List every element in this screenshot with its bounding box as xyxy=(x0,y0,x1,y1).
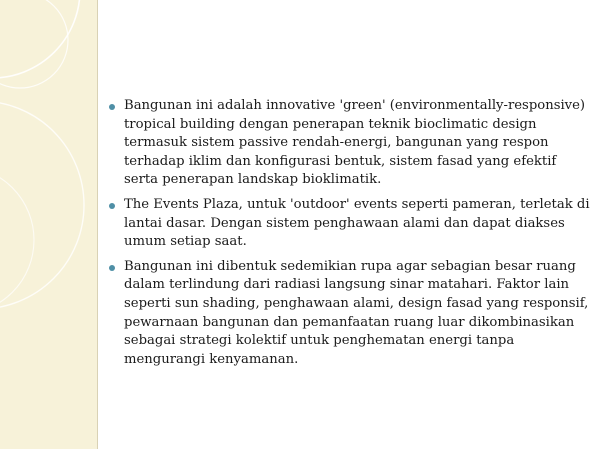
bullet-item xyxy=(106,196,592,252)
decorative-side-panel xyxy=(0,0,97,449)
bullet-item xyxy=(106,97,592,190)
bullet-text: Bangunan ini dibentuk sedemikian rupa agar sebagian besar ruang dalam terlindung dari radiasi langsung sinar matahari. Faktor lain seperti sun shading, penghawaan alami, design fasad yang responsif, pewarnaan bangunan dan pemanfaatan ruang luar dikombinasikan sebagai strategi kolektif untuk penghematan energi tanpa mengurangi kenyamanan. xyxy=(124,258,589,367)
bullet-dot-icon xyxy=(109,203,115,209)
bullet-item xyxy=(106,258,592,370)
bullet-dot-icon xyxy=(109,104,115,110)
decorative-circles-graphic xyxy=(0,0,97,449)
bullet-content xyxy=(106,97,592,375)
panel-divider xyxy=(97,0,98,449)
bullet-list xyxy=(106,97,592,369)
bullet-text: Bangunan ini adalah innovative 'green' (environmentally-responsive) tropical building dengan penerapan teknik bioclimatic design termasuk sistem passive rendah-energi, bangunan yang respon terhadap iklim dan konfigurasi bentuk, sistem fasad yang efektif serta penerapan landskap bioklimatik. xyxy=(124,98,586,188)
bullet-dot-icon xyxy=(109,265,115,271)
bullet-text: The Events Plaza, untuk 'outdoor' events seperti pameran, terletak di lantai dasar. Dengan sistem penghawaan alami dan dapat diakses umum setiap saat. xyxy=(124,196,590,250)
